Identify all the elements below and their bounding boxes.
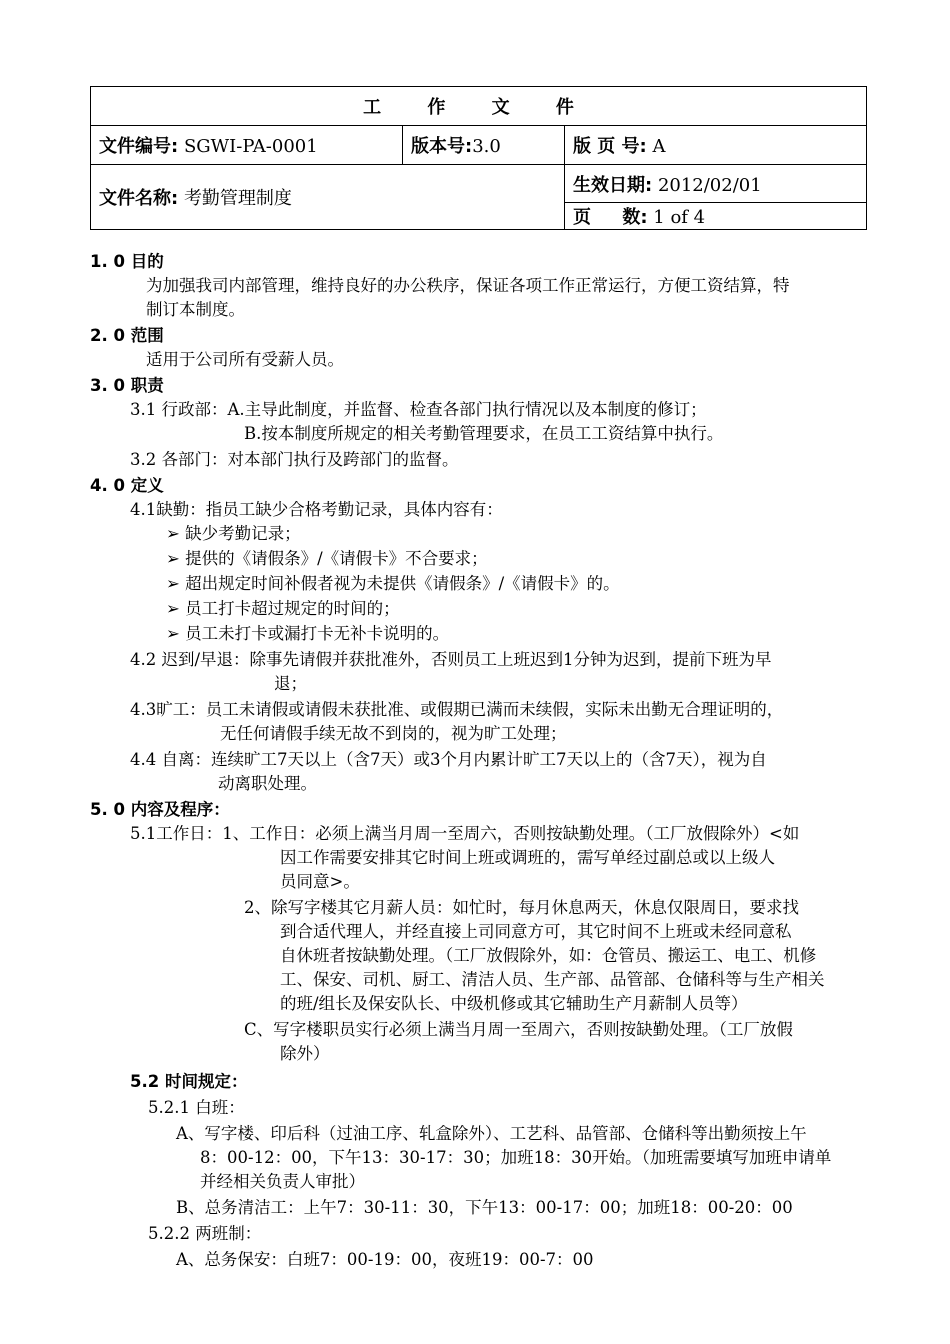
- section-heading: 5. 0 内容及程序：: [90, 800, 230, 819]
- body-text-line: ➢ 员工未打卡或漏打卡无补卡说明的。: [166, 624, 450, 643]
- version: 3.0: [472, 136, 501, 157]
- body-text-line: 因工作需要安排其它时间上班或调班的，需写单经过副总或以上级人: [280, 848, 775, 867]
- body-text-line: 适用于公司所有受薪人员。: [146, 350, 344, 369]
- body-text-line: 5.2.2 两班制：: [148, 1224, 262, 1243]
- doc-number-label: 文件编号:: [99, 136, 179, 157]
- body-text-line: B.按本制度所规定的相关考勤管理要求，在员工工资结算中执行。: [244, 424, 724, 443]
- body-text-line: ➢ 提供的《请假条》/《请假卡》不合要求；: [166, 549, 488, 568]
- doc-title: 工 作 文 件: [91, 87, 867, 126]
- effective-date: 2012/02/01: [657, 174, 762, 196]
- doc-number: SGWI-PA-0001: [183, 136, 318, 157]
- page-version-cell: [565, 126, 867, 165]
- doc-number-cell: [91, 126, 403, 165]
- doc-name-cell: [91, 165, 565, 230]
- page-count-cell: [565, 203, 867, 230]
- section-heading: 3. 0 职责: [90, 376, 164, 395]
- body-text-line: 4.2 迟到/早退：除事先请假并获批准外，否则员工上班迟到1分钟为迟到，提前下班为早: [130, 650, 772, 669]
- body-text-line: 4.4 自离：连续旷工7天以上（含7天）或3个月内累计旷工7天以上的（含7天），视为自: [130, 750, 767, 769]
- page-count: 1 of 4: [653, 207, 706, 228]
- page-version: A: [652, 136, 666, 157]
- body-text-line: A、写字楼、印后科（过油工序、轧盒除外）、工艺科、品管部、仓储科等出勤须按上午: [176, 1124, 807, 1143]
- body-text-line: 动离职处理。: [218, 774, 317, 793]
- section-heading: 1. 0 目的: [90, 252, 164, 271]
- effective-date-label: 生效日期:: [573, 174, 653, 196]
- body-text-line: 自休班者按缺勤处理。（工厂放假除外，如：仓管员、搬运工、电工、机修: [280, 946, 817, 965]
- page-count-label: 页 数:: [573, 207, 648, 228]
- section-heading: 2. 0 范围: [90, 326, 164, 345]
- body-text-line: 到合适代理人，并经直接上司同意方可，其它时间不上班或未经同意私: [280, 922, 792, 941]
- body-text-line: 工、保安、司机、厨工、清洁人员、生产部、品管部、仓储科等与生产相关: [280, 970, 825, 989]
- body-text-line: B、总务清洁工：上午7：30-11：30，下午13：00-17：00；加班18：00-20：00: [176, 1198, 793, 1217]
- body-text-line: A、总务保安：白班7：00-19：00，夜班19：00-7：00: [176, 1250, 594, 1269]
- body-text-line: 5.1工作日：1、工作日：必须上满当月周一至周六，否则按缺勤处理。（工厂放假除外）<如: [130, 824, 800, 843]
- doc-header-table: [90, 86, 867, 230]
- page-version-label: 版 页 号:: [573, 136, 647, 157]
- body-text-line: 3.2 各部门：对本部门执行及跨部门的监督。: [130, 450, 459, 469]
- body-text-line: 为加强我司内部管理，维持良好的办公秩序，保证各项工作正常运行，方便工资结算，特: [146, 276, 790, 295]
- body-text-line: 8：00-12：00，下午13：30-17：30；加班18：30开始。（加班需要填写加班申请单: [200, 1148, 832, 1167]
- body-text-line: 4.1缺勤：指员工缺少合格考勤记录，具体内容有：: [130, 500, 503, 519]
- body-text-line: 退；: [274, 674, 307, 693]
- doc-name-label: 文件名称:: [99, 188, 179, 209]
- doc-name: 考勤管理制度: [183, 188, 292, 209]
- body-text-line: 员同意>。: [280, 872, 360, 891]
- body-text-line: 5.2.1 白班：: [148, 1098, 245, 1117]
- body-text-line: ➢ 超出规定时间补假者视为未提供《请假条》/《请假卡》的。: [166, 574, 620, 593]
- body-text-line: 2、除写字楼其它月薪人员：如忙时，每月休息两天，休息仅限周日，要求找: [244, 898, 799, 917]
- body-text-line: ➢ 员工打卡超过规定的时间的；: [166, 599, 400, 618]
- version-cell: [403, 126, 565, 165]
- body-text-line: 3.1 行政部：A.主导此制度，并监督、检查各部门执行情况以及本制度的修订；: [130, 400, 707, 419]
- body-text-line: 并经相关负责人审批）: [200, 1172, 365, 1191]
- body-text-line: 无任何请假手续无故不到岗的，视为旷工处理；: [220, 724, 567, 743]
- body-text-line: 除外）: [280, 1044, 330, 1063]
- body-text-line: 的班/组长及保安队长、中级机修或其它辅助生产月薪制人员等）: [280, 994, 748, 1013]
- section-heading: 5.2 时间规定：: [130, 1072, 248, 1091]
- effective-date-cell: [565, 165, 867, 203]
- body-text-line: C、写字楼职员实行必须上满当月周一至周六，否则按缺勤处理。（工厂放假: [244, 1020, 793, 1039]
- body-text-line: 4.3旷工：员工未请假或请假未获批准、或假期已满而未续假，实际未出勤无合理证明的，: [130, 700, 784, 719]
- version-label: 版本号:: [411, 136, 473, 157]
- body-text-line: ➢ 缺少考勤记录；: [166, 524, 301, 543]
- body-text-line: 制订本制度。: [146, 300, 245, 319]
- section-heading: 4. 0 定义: [90, 476, 164, 495]
